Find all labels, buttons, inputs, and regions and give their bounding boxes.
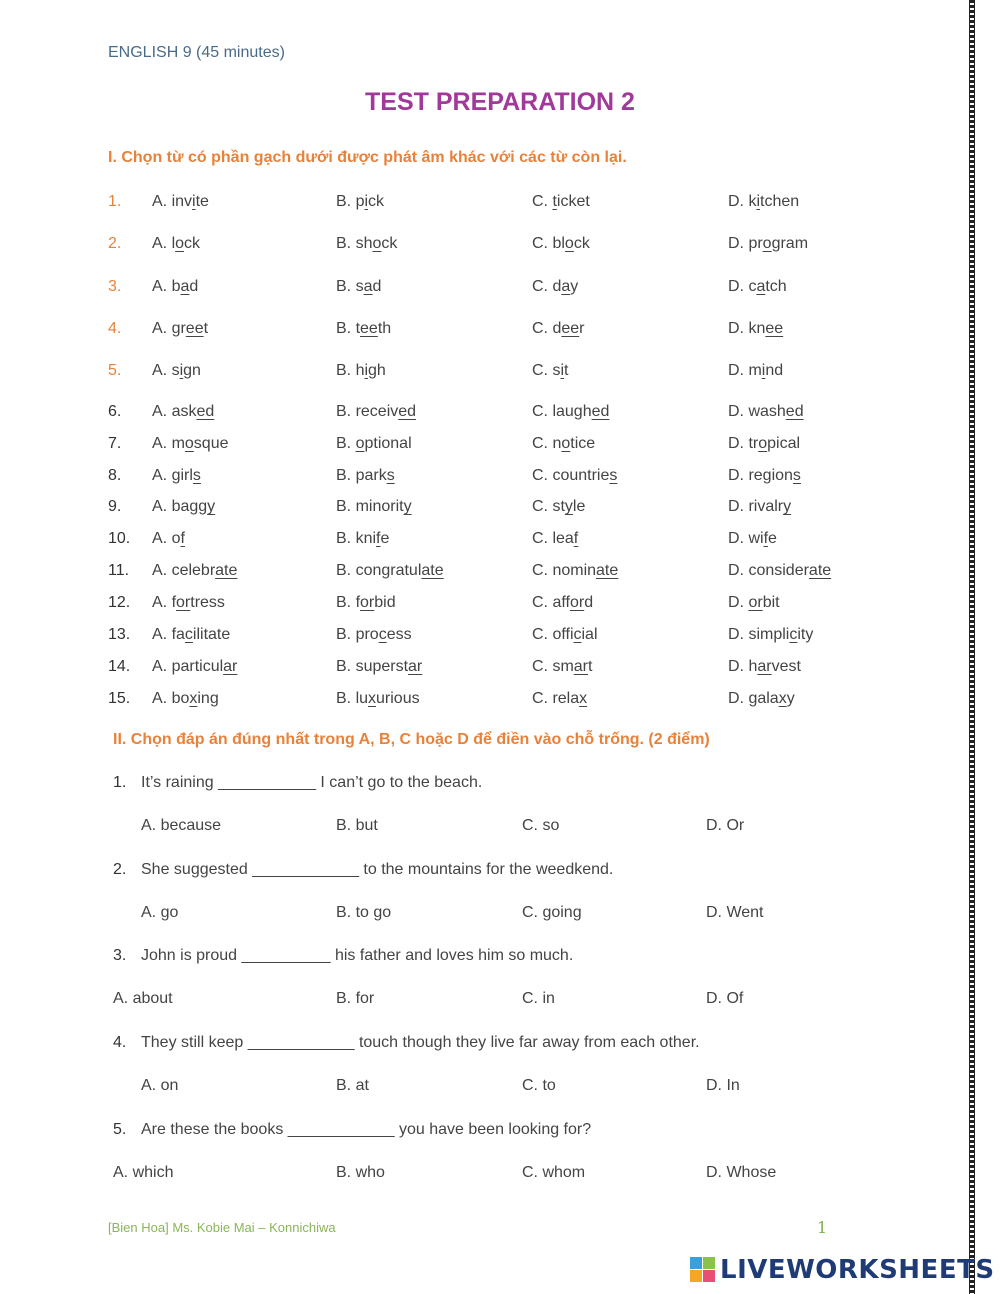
question-text: Are these the books ____________ you have been looking for? <box>141 1121 592 1138</box>
answer-option[interactable]: D. catch <box>728 278 787 295</box>
underlined-sound: or <box>569 594 585 611</box>
underlined-sound: i <box>364 193 369 210</box>
underlined-sound: ar <box>573 658 589 675</box>
question-number: 2. <box>108 235 122 252</box>
answer-option[interactable]: B. superstar <box>336 658 423 675</box>
underlined-sound: c <box>573 626 582 643</box>
answer-option[interactable]: D. program <box>728 235 809 252</box>
answer-option[interactable]: B. process <box>336 626 412 643</box>
section2-heading: II. Chọn đáp án đúng nhất trong A, B, C hoặc D để điền vào chỗ trống. (2 điểm) <box>113 731 710 748</box>
answer-option[interactable]: B. congratulate <box>336 562 444 579</box>
underlined-sound: i <box>756 193 761 210</box>
underlined-sound: ed <box>591 403 610 420</box>
answer-option[interactable]: A. girls <box>152 467 201 484</box>
underlined-sound: i <box>560 362 565 379</box>
answer-option[interactable]: A. which <box>113 1164 174 1181</box>
answer-option[interactable]: C. laughed <box>532 403 610 420</box>
answer-option[interactable]: D. orbit <box>728 594 780 611</box>
answer-option[interactable]: B. pick <box>336 193 385 210</box>
underlined-sound: o <box>561 435 571 452</box>
course-header: ENGLISH 9 (45 minutes) <box>108 44 285 61</box>
answer-option[interactable]: D. tropical <box>728 435 801 452</box>
underlined-sound: y <box>783 498 792 515</box>
answer-option[interactable]: D. considerate <box>728 562 832 579</box>
answer-option[interactable]: B. forbid <box>336 594 396 611</box>
underlined-sound: ee <box>360 320 378 337</box>
underlined-sound: i <box>192 193 196 210</box>
underlined-sound: i <box>761 362 766 379</box>
answer-option[interactable]: D. regions <box>728 467 801 484</box>
underlined-sound: ate <box>808 562 832 579</box>
answer-option[interactable]: D. rivalry <box>728 498 792 515</box>
answer-option[interactable]: B. to go <box>336 904 392 921</box>
answer-option[interactable]: C. so <box>522 817 560 834</box>
answer-option[interactable]: D. Or <box>706 817 745 834</box>
answer-option[interactable]: D. Of <box>706 990 744 1007</box>
logo-badge-icon <box>690 1257 716 1283</box>
answer-option[interactable]: C. ticket <box>532 193 590 210</box>
answer-option[interactable]: D. In <box>706 1077 740 1094</box>
answer-option[interactable]: C. block <box>532 235 590 252</box>
answer-option[interactable]: C. afford <box>532 594 594 611</box>
answer-option[interactable]: D. simplicity <box>728 626 814 643</box>
question-text: They still keep ____________ touch though they live far away from each other. <box>141 1034 700 1051</box>
underlined-sound: o <box>758 435 768 452</box>
answer-option[interactable]: A. invite <box>152 193 209 210</box>
answer-option[interactable]: A. sign <box>152 362 201 379</box>
underlined-sound: a <box>561 278 571 295</box>
answer-option[interactable]: B. sad <box>336 278 382 295</box>
answer-option[interactable]: A. baggy <box>152 498 216 515</box>
answer-option[interactable]: A. of <box>152 530 185 547</box>
underlined-sound: ed <box>196 403 215 420</box>
answer-option[interactable]: A. celebrate <box>152 562 238 579</box>
answer-option[interactable]: C. sit <box>532 362 569 379</box>
underlined-sound: o <box>184 435 194 452</box>
underlined-sound: ed <box>398 403 417 420</box>
underlined-sound: o <box>355 435 365 452</box>
question-number: 8. <box>108 467 122 484</box>
answer-option[interactable]: C. notice <box>532 435 596 452</box>
underlined-sound: ee <box>765 320 784 337</box>
question-number: 13. <box>108 626 131 643</box>
underlined-sound: f <box>180 530 185 547</box>
underlined-sound: a <box>180 278 190 295</box>
underlined-sound: i <box>364 362 369 379</box>
underlined-sound: o <box>564 235 574 252</box>
underlined-sound: i <box>179 362 184 379</box>
question-number: 1. <box>113 774 127 791</box>
answer-option[interactable]: A. mosque <box>152 435 229 452</box>
answer-option[interactable]: B. teeth <box>336 320 392 337</box>
answer-option[interactable]: C. style <box>532 498 586 515</box>
answer-option[interactable]: B. luxurious <box>336 690 420 707</box>
answer-option[interactable]: D. kitchen <box>728 193 800 210</box>
question-number: 7. <box>108 435 122 452</box>
underlined-sound: x <box>778 690 787 707</box>
question-number: 11. <box>108 562 130 579</box>
underlined-sound: c <box>378 626 387 643</box>
answer-option[interactable]: B. parks <box>336 467 395 484</box>
answer-option[interactable]: C. countries <box>532 467 618 484</box>
logo-text: LIVEWORKSHEETS <box>720 1255 995 1285</box>
underlined-sound: s <box>792 467 801 484</box>
underlined-sound: a <box>756 278 766 295</box>
underlined-sound: c <box>789 626 798 643</box>
answer-option[interactable]: A. boxing <box>152 690 219 707</box>
answer-option[interactable]: A. bad <box>152 278 199 295</box>
answer-option[interactable]: A. asked <box>152 403 215 420</box>
underlined-sound: o <box>762 235 772 252</box>
underlined-sound: or <box>176 594 191 611</box>
underlined-sound: ar <box>408 658 423 675</box>
answer-option[interactable]: A. go <box>141 904 179 921</box>
question-number: 9. <box>108 498 122 515</box>
question-number: 14. <box>108 658 131 675</box>
question-number: 3. <box>113 947 127 964</box>
underlined-sound: t <box>552 193 557 210</box>
underlined-sound: or <box>748 594 763 611</box>
page-number: 1 <box>817 1218 828 1237</box>
question-text: John is proud __________ his father and loves him so much. <box>141 947 574 964</box>
footer-credit: [Bien Hoa] Ms. Kobie Mai – Konnichiwa <box>108 1220 336 1235</box>
answer-option[interactable]: D. washed <box>728 403 804 420</box>
underlined-sound: ee <box>185 320 204 337</box>
liveworksheets-logo <box>690 1253 995 1287</box>
underlined-sound: ate <box>215 562 238 579</box>
underlined-sound: a <box>363 278 373 295</box>
answer-option[interactable]: C. going <box>522 904 582 921</box>
question-number: 5. <box>113 1121 127 1138</box>
question-number: 3. <box>108 278 122 295</box>
underlined-sound: x <box>579 690 588 707</box>
answer-option[interactable]: D. harvest <box>728 658 801 675</box>
underlined-sound: f <box>573 530 579 547</box>
page-border-decoration <box>969 0 975 1294</box>
answer-option[interactable]: C. smart <box>532 658 593 675</box>
underlined-sound: ate <box>421 562 444 579</box>
answer-option[interactable]: B. for <box>336 990 375 1007</box>
question-text: She suggested ____________ to the mountains for the weedkend. <box>141 861 614 878</box>
answer-option[interactable]: A. facilitate <box>152 626 231 643</box>
underlined-sound: s <box>386 467 395 484</box>
underlined-sound: ee <box>561 320 580 337</box>
section1-heading: I. Chọn từ có phần gạch dưới được phát âm khác với các từ còn lại. <box>108 149 627 166</box>
answer-option[interactable]: D. mind <box>728 362 784 379</box>
answer-option[interactable]: C. to <box>522 1077 556 1094</box>
question-number: 10. <box>108 530 131 547</box>
underlined-sound: ed <box>785 403 804 420</box>
answer-option[interactable]: C. official <box>532 626 598 643</box>
answer-option[interactable]: A. particular <box>152 658 238 675</box>
underlined-sound: or <box>360 594 375 611</box>
answer-option[interactable]: B. knife <box>336 530 390 547</box>
underlined-sound: c <box>184 626 193 643</box>
underlined-sound: f <box>376 530 381 547</box>
answer-option[interactable]: A. lock <box>152 235 201 252</box>
answer-option[interactable]: C. relax <box>532 690 588 707</box>
answer-option[interactable]: D. Went <box>706 904 764 921</box>
question-number: 15. <box>108 690 131 707</box>
answer-option[interactable]: B. but <box>336 817 378 834</box>
answer-option[interactable]: D. Whose <box>706 1164 777 1181</box>
underlined-sound: x <box>368 690 377 707</box>
answer-option[interactable]: B. received <box>336 403 417 420</box>
answer-option[interactable]: B. who <box>336 1164 385 1181</box>
underlined-sound: y <box>403 498 412 515</box>
answer-option[interactable]: D. knee <box>728 320 784 337</box>
question-number: 4. <box>113 1034 127 1051</box>
answer-option[interactable]: A. because <box>141 817 222 834</box>
underlined-sound: ate <box>596 562 619 579</box>
underlined-sound: y <box>564 498 573 515</box>
answer-option[interactable]: C. in <box>522 990 555 1007</box>
answer-option[interactable]: A. fortress <box>152 594 225 611</box>
answer-option[interactable]: B. minority <box>336 498 412 515</box>
underlined-sound: ar <box>223 658 238 675</box>
answer-option[interactable]: B. high <box>336 362 386 379</box>
question-number: 4. <box>108 320 122 337</box>
question-number: 6. <box>108 403 122 420</box>
underlined-sound: s <box>609 467 618 484</box>
answer-option[interactable]: C. nominate <box>532 562 619 579</box>
underlined-sound: f <box>763 530 769 547</box>
question-number: 2. <box>113 861 127 878</box>
question-number: 1. <box>108 193 122 210</box>
answer-option[interactable]: B. shock <box>336 235 398 252</box>
answer-option[interactable]: D. wife <box>728 530 777 547</box>
page-title: TEST PREPARATION 2 <box>365 88 635 116</box>
question-number: 12. <box>108 594 131 611</box>
answer-option[interactable]: B. optional <box>336 435 412 452</box>
answer-option[interactable]: A. about <box>113 990 173 1007</box>
answer-option[interactable]: B. at <box>336 1077 369 1094</box>
question-text: It’s raining ___________ I can’t go to the beach. <box>141 774 483 791</box>
underlined-sound: s <box>192 467 201 484</box>
answer-option[interactable]: C. deer <box>532 320 585 337</box>
underlined-sound: ar <box>757 658 772 675</box>
question-number: 5. <box>108 362 122 379</box>
underlined-sound: o <box>372 235 382 252</box>
underlined-sound: o <box>175 235 185 252</box>
answer-option[interactable]: A. greet <box>152 320 209 337</box>
answer-option[interactable]: A. on <box>141 1077 179 1094</box>
answer-option[interactable]: C. day <box>532 278 579 295</box>
answer-option[interactable]: C. whom <box>522 1164 586 1181</box>
answer-option[interactable]: C. leaf <box>532 530 579 547</box>
underlined-sound: y <box>207 498 216 515</box>
answer-option[interactable]: D. galaxy <box>728 690 795 707</box>
underlined-sound: x <box>189 690 198 707</box>
